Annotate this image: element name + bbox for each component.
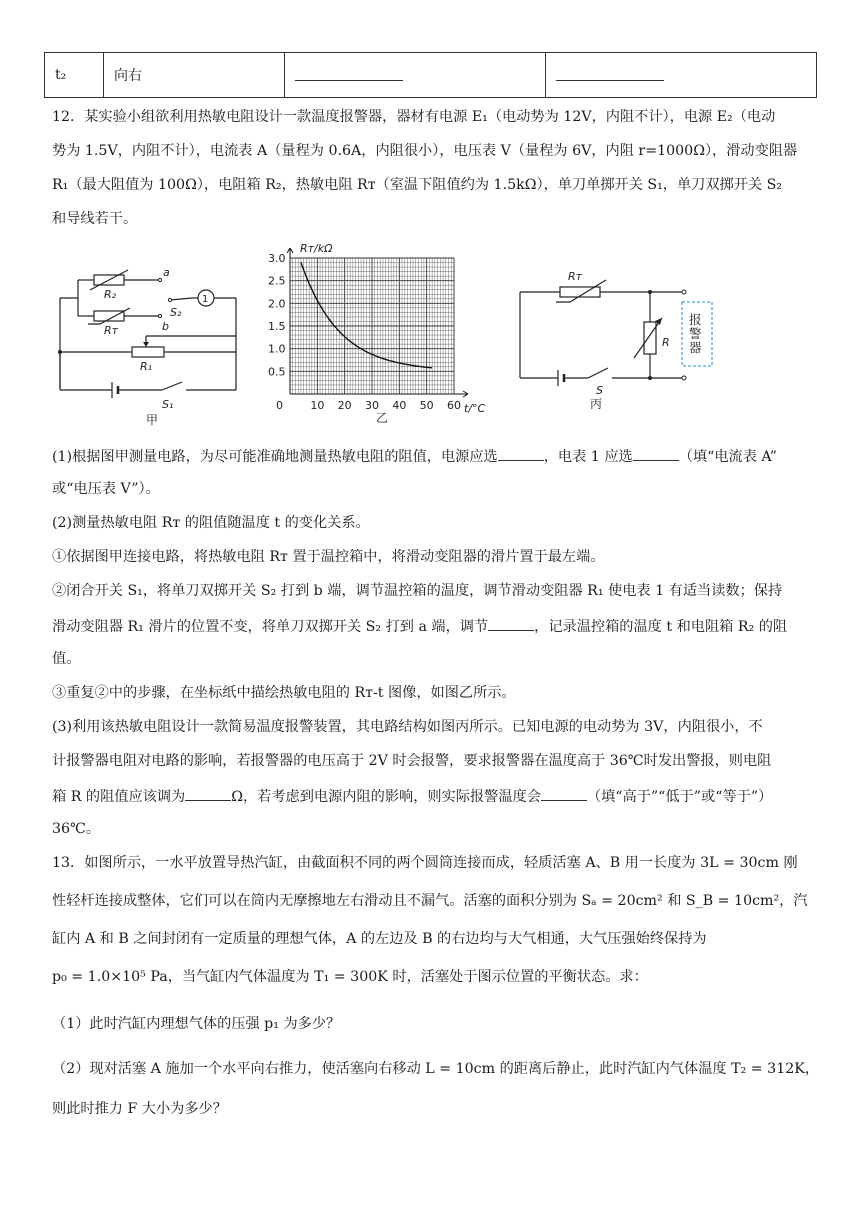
x-axis-label: t/°C (464, 402, 486, 415)
caption-yi: 乙 (376, 411, 389, 425)
table-cell-blank-1 (285, 53, 546, 98)
y-axis-label: Rᴛ/kΩ (300, 242, 333, 255)
x-tick-label: 10 (310, 399, 325, 412)
q13-line2: 性轻杆连接成整体，它们可以在筒内无摩擦地左右滑动且不漏气。活塞的面积分别为 Sₐ = 20cm² 和 S_B = 10cm²，汽 (52, 893, 808, 909)
caption-jia: 甲 (146, 413, 159, 427)
label-s2: S₂ (170, 306, 182, 319)
q12-part3-text-d: Ω，若考虑到电源内阻的影响，则实际报警温度会 (231, 789, 541, 805)
table-cell-direction: 向右 (104, 53, 285, 98)
fill-blank-temperature[interactable] (541, 786, 587, 801)
q12-part1-text-c: （填“电流表 A” (678, 449, 777, 465)
label-s1: S₁ (162, 398, 174, 411)
q12-part3-line3 (52, 786, 812, 806)
y-tick-label: 1.5 (268, 320, 286, 333)
fill-blank-power[interactable] (498, 446, 544, 461)
q12-step2-text-b: 滑动变阻器 R₁ 滑片的位置不变，将单刀双掷开关 S₂ 打到 a 端，调节 (52, 619, 489, 635)
q13-line3: 缸内 A 和 B 之间封闭有一定质量的理想气体，A 的左边及 B 的右边均与大气相通，大气压强始终保持为 (52, 931, 707, 947)
label-r-bing: R (662, 336, 670, 349)
table-cell-blank-2 (546, 53, 817, 98)
q13-line1: 13．如图所示，一水平放置导热汽缸，由截面积不同的两个圆筒连接而成，轻质活塞 A、B 用一长度为 3L = 30cm 刚 (52, 855, 798, 871)
q12-part3-line1: (3)利用该热敏电阻设计一款简易温度报警装置，其电路结构如图丙所示。已知电源的电动势为 3V，内阻很小，不 (52, 719, 763, 735)
q12-step3: ③重复②中的步骤，在坐标纸中描绘热敏电阻的 Rᴛ-t 图像，如图乙所示。 (52, 685, 516, 701)
y-tick-label: 1.0 (268, 342, 286, 356)
fill-blank-resistance[interactable] (185, 786, 231, 801)
fill-blank[interactable] (556, 66, 664, 81)
q12-step2-line3: 值。 (52, 651, 81, 667)
q13-sub2-line2: 则此时推力 F 大小为多少？ (52, 1101, 227, 1117)
q12-part3-line2: 计报警器电阻对电路的影响，若报警器的电压高于 2V 时会报警，要求报警器在温度高于 36℃时发出警报，则电阻 (52, 753, 772, 769)
label-rt-bing: Rᴛ (568, 270, 583, 283)
q12-step2-line1: ②闭合开关 S₁，将单刀双掷开关 S₂ 打到 b 端，调节温控箱的温度，调节滑动变阻器 R₁ 使电表 1 有适当读数；保持 (52, 583, 783, 599)
q12-part1-line1 (52, 446, 812, 466)
q12-intro-line-2: 势为 1.5V，内阻不计），电流表 A（量程为 0.6A，内阻很小），电压表 V（量程为 6V，内阻 r=1000Ω），滑动变阻器 (52, 143, 798, 159)
label-a: a (163, 266, 170, 279)
x-tick-label: 40 (392, 399, 407, 412)
meter-1-label: 1 (202, 294, 209, 305)
x-tick-label: 50 (419, 399, 434, 412)
q12-part3-text-e: （填“高于”“低于”或“等于”） (586, 789, 773, 805)
alarm-label: 报警器 (689, 312, 702, 355)
x-tick-label: 60 (447, 399, 461, 412)
q12-step2-line2 (52, 616, 812, 636)
y-tick-label: 2.5 (268, 274, 286, 288)
q13-sub2-line1: （2）现对活塞 A 施加一个水平向右推力，使活塞向右移动 L = 10cm 的距离后静止，此时汽缸内气体温度 T₂ = 312K， (52, 1061, 820, 1077)
x-tick-label: 20 (337, 399, 352, 412)
label-b: b (162, 320, 169, 333)
fill-blank-meter[interactable] (633, 446, 679, 461)
graph-grid (290, 258, 454, 394)
q13-sub1: （1）此时汽缸内理想气体的压强 p₁ 为多少？ (52, 1016, 341, 1032)
label-r1: R₁ (140, 360, 153, 373)
q12-intro-line-1: 12．某实验小组欲利用热敏电阻设计一款温度报警器，器材有电源 E₁（电动势为 12V，内阻不计），电源 E₂（电动 (52, 109, 776, 125)
q12-part1-line2: 或“电压表 V”）。 (52, 481, 160, 497)
q12-step2-text-c: ，记录温控箱的温度 t 和电阻箱 R₂ 的阻 (534, 619, 788, 635)
q12-part1-text-b: ，电表 1 应选 (543, 449, 633, 465)
y-tick-label: 2.0 (268, 297, 286, 311)
q13-line4: p₀ = 1.0×10⁵ Pa，当气缸内气体温度为 T₁ = 300K 时，活塞处于图示位置的平衡状态。求： (52, 969, 648, 985)
q12-intro-line-4: 和导线若干。 (52, 211, 138, 227)
q12-part3-text-c: 箱 R 的阻值应该调为 (52, 789, 186, 805)
answer-table (44, 52, 817, 98)
table-cell-t2: t₂ (45, 53, 104, 98)
q12-step1: ①依据图甲连接电路，将热敏电阻 Rᴛ 置于温控箱中，将滑动变阻器的滑片置于最左端。 (52, 549, 605, 565)
y-tick-label: 0.5 (268, 365, 286, 379)
q12-part3-line4: 36℃。 (52, 821, 101, 837)
y-tick-label: 3.0 (268, 252, 286, 265)
x-tick-label: 0 (276, 399, 283, 412)
q12-part2: (2)测量热敏电阻 Rᴛ 的阻值随温度 t 的变化关系。 (52, 515, 370, 531)
label-s-bing: S (596, 384, 603, 397)
fill-blank-adjust[interactable] (488, 616, 534, 631)
label-r2: R₂ (104, 288, 117, 301)
label-rt: Rᴛ (104, 324, 119, 337)
figure-jia-circuit (50, 248, 250, 428)
figure-yi-graph (268, 240, 488, 425)
q12-part1-text-a: (1)根据图甲测量电路，为尽可能准确地测量热敏电阻的阻值，电源应选 (52, 449, 498, 465)
table-row (45, 53, 817, 98)
q12-intro-line-3: R₁（最大阻值为 100Ω），电阻箱 R₂，热敏电阻 Rᴛ（室温下阻值约为 1.5kΩ），单刀单掷开关 S₁，单刀双掷开关 S₂ (52, 177, 783, 193)
x-tick-label: 30 (365, 399, 379, 412)
caption-bing: 丙 (590, 397, 603, 411)
fill-blank[interactable] (295, 66, 403, 81)
